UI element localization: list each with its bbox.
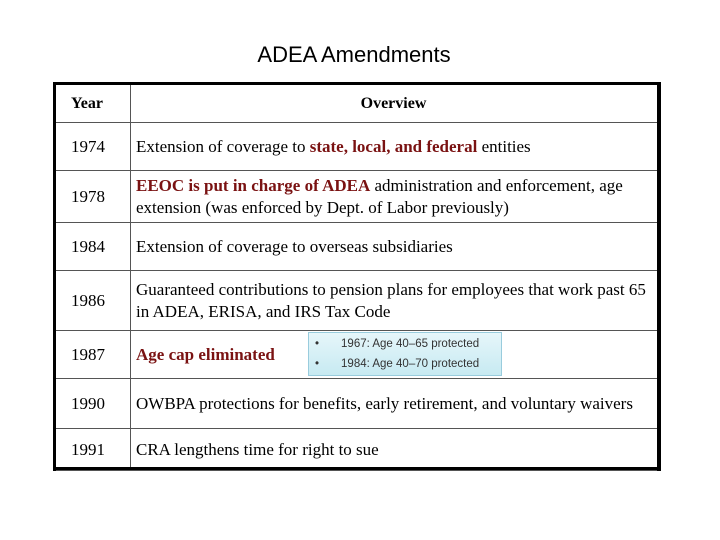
callout-item	[315, 358, 479, 370]
table-row	[56, 379, 657, 429]
callout-text: 1984: Age 40–70 protected	[341, 358, 480, 370]
highlight-text: state, local, and federal	[309, 136, 478, 156]
table-row	[56, 171, 657, 223]
text: administration and enforcement, age extension (was enforced by Dept. of Labor previously)	[136, 175, 623, 217]
overview-cell	[136, 136, 651, 158]
table-row	[56, 429, 657, 471]
highlight-text: EEOC is put in charge of ADEA	[136, 175, 371, 195]
table-row	[56, 123, 657, 171]
age-callout	[308, 332, 502, 376]
year-header: Year	[71, 94, 103, 112]
header-row	[56, 85, 657, 123]
callout-item	[315, 338, 479, 350]
overview-cell: CRA lengthens time for right to sue	[136, 439, 379, 459]
text: Extension of coverage to	[136, 136, 310, 156]
bullet-icon: •	[315, 338, 320, 350]
overview-header: Overview	[360, 94, 427, 112]
bullet-icon: •	[315, 358, 320, 370]
year-cell: 1991	[71, 439, 105, 459]
column-divider	[130, 85, 131, 467]
year-cell: 1974	[71, 136, 105, 156]
year-cell: 1978	[71, 186, 105, 206]
overview-cell: Age cap eliminated	[136, 344, 275, 364]
table-row	[56, 271, 657, 331]
overview-cell: Extension of coverage to overseas subsidiaries	[136, 236, 453, 256]
overview-cell: Guaranteed contributions to pension plans for employees that work past 65 in ADEA, ERISA, and IRS Tax Code	[136, 279, 646, 321]
table-row	[56, 223, 657, 271]
overview-cell: OWBPA protections for benefits, early retirement, and voluntary waivers	[136, 393, 633, 413]
year-cell: 1984	[71, 236, 105, 256]
amendments-table	[53, 82, 661, 471]
table-row	[56, 331, 657, 379]
year-cell: 1990	[71, 393, 105, 413]
year-cell: 1986	[71, 290, 105, 310]
year-cell: 1987	[71, 344, 105, 364]
overview-cell	[136, 175, 651, 219]
callout-text: 1967: Age 40–65 protected	[341, 338, 480, 350]
slide-title: ADEA Amendments	[257, 42, 451, 67]
text: entities	[477, 136, 531, 156]
